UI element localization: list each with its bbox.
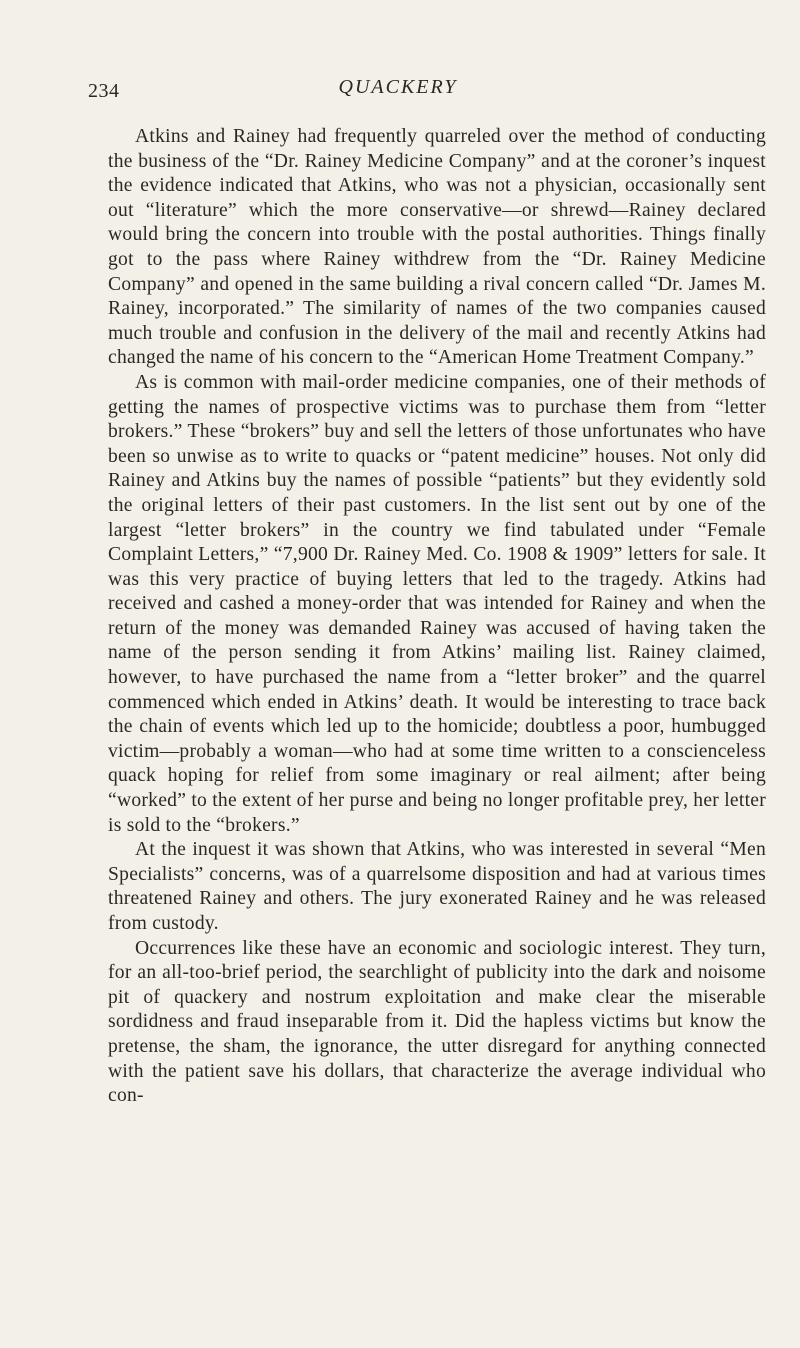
page-number: 234 — [88, 80, 120, 102]
paragraph: At the inquest it was shown that Atkins, who was interested in several “Men Specialists” concerns, was of a quarrelsome disposition and had at various times threatened Rainey and others. The jury exonerated Rainey and he was released from custody. — [108, 839, 766, 934]
paragraph: Occurrences like these have an economic and sociologic interest. They turn, for an all-too-brief period, the searchlight of publicity into the dark and noisome pit of quackery and nostrum exploitation and make clear the miserable sordidness and fraud inseparable from it. Did the hapless victims but know the pretense, the sham, the ignorance, the utter disregard for anything connected with the patient save his dollars, that characterize the average individual who con- — [108, 937, 766, 1107]
paragraph: As is common with mail-order medicine companies, one of their methods of getting the names of prospective victims was to purchase them from “letter brokers.” These “brokers” buy and sell the letters of those unfortunates who have been so unwise as to write to quacks or “patent medicine” houses. Not only did Rainey and Atkins buy the names of possible “patients” but they evidently sold the original letters of their past customers. In the list sent out by one of the largest “letter brokers” in the country we find tabulated under “Female Complaint Letters,” “7,900 Dr. Rainey Med. Co. 1908 & 1909” letters for sale. It was this very practice of buying letters that led to the tragedy. Atkins had received and cashed a money-order that was intended for Rainey and when the return of the money was demanded Rainey was accused of having taken the name of the person sending it from Atkins’ mailing list. Rainey claimed, however, to have purchased the name from a “letter broker” and the quarrel commenced which ended in Atkins’ death. It would be interesting to trace back the chain of events which led up to the homicide; doubtless a poor, humbugged victim—probably a woman—who had at some time written to a conscienceless quack hoping for relief from some imaginary or real ailment; after being “worked” to the extent of her purse and being no longer profitable prey, her letter is sold to the “brokers.” — [108, 371, 766, 836]
running-head: QUACKERY — [338, 76, 458, 98]
page-header — [88, 74, 708, 104]
body-text — [108, 125, 766, 1109]
paragraph: Atkins and Rainey had frequently quarreled over the method of conducting the business of the “Dr. Rainey Medicine Company” and at the coroner’s inquest the evidence indicated that Atkins, who was not a physician, occasionally sent out “literature” which the more conservative—or shrewd—Rainey declared would bring the concern into trouble with the postal authorities. Things finally got to the pass where Rainey withdrew from the “Dr. Rainey Medicine Company” and opened in the same building a rival concern called “Dr. James M. Rainey, incorporated.” The similarity of names of the two companies caused much trouble and confusion in the delivery of the mail and recently Atkins had changed the name of his concern to the “American Home Treatment Company.” — [108, 126, 766, 369]
